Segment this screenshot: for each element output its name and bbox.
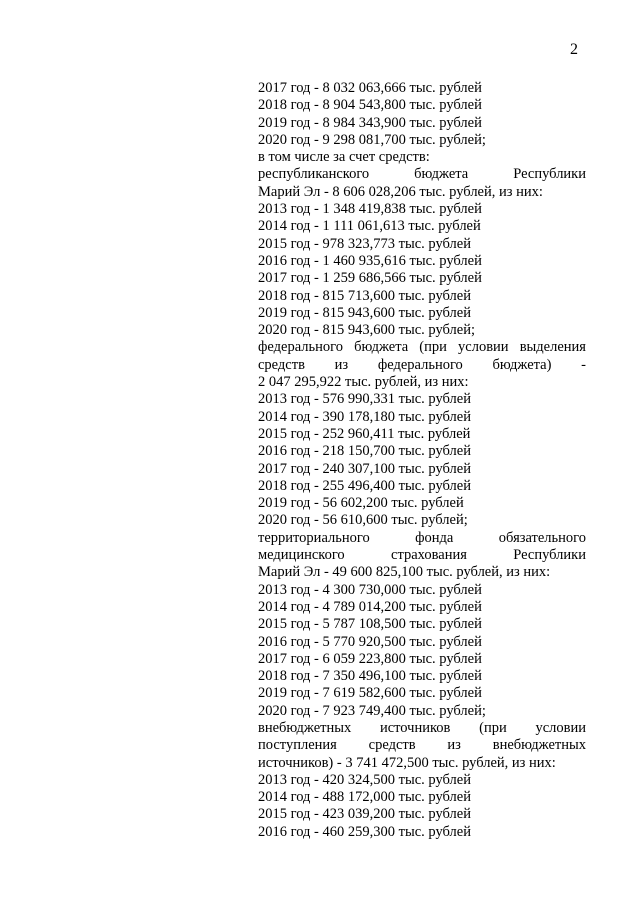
text-word: республиканского — [258, 166, 370, 183]
text-line: 2019 год - 815 943,600 тыс. рублей — [258, 304, 471, 321]
text-line: 2016 год - 5 770 920,500 тыс. рублей — [258, 633, 482, 650]
text-line: 2017 год - 8 032 063,666 тыс. рублей — [258, 80, 482, 96]
text-line: 2017 год - 240 307,100 тыс. рублей — [258, 460, 471, 477]
text-line: 2015 год - 978 323,773 тыс. рублей — [258, 235, 471, 252]
text-word: фонда — [415, 529, 454, 546]
text-line: Марий Эл - 8 606 028,206 тыс. рублей, из них: — [258, 183, 543, 200]
text-word: обязательного — [498, 529, 586, 546]
text-line: 2019 год - 7 619 582,600 тыс. рублей — [258, 685, 482, 702]
text-word: (при — [479, 719, 507, 736]
text-line: 2013 год - 576 990,331 тыс. рублей — [258, 391, 471, 408]
text-line: 2020 год - 56 610,600 тыс. рублей; — [258, 512, 468, 529]
text-word: из — [447, 737, 461, 754]
text-line: 2013 год - 420 324,500 тыс. рублей — [258, 771, 471, 788]
text-line — [258, 357, 586, 374]
text-word: федерального — [377, 356, 463, 373]
page-number: 2 — [570, 41, 578, 58]
text-line: 2017 год - 6 059 223,800 тыс. рублей — [258, 650, 482, 667]
text-word: (при — [419, 339, 447, 356]
text-line: 2014 год - 1 111 061,613 тыс. рублей — [258, 218, 481, 235]
text-line: 2015 год - 252 960,411 тыс. рублей — [258, 425, 471, 442]
text-line: в том числе за счет средств: — [258, 149, 430, 166]
text-line: источников) - 3 741 472,500 тыс. рублей, из них: — [258, 754, 556, 771]
text-word: медицинского — [258, 547, 345, 564]
text-word: бюджета) — [492, 356, 552, 373]
text-line — [258, 339, 586, 356]
text-line: 2016 год - 460 259,300 тыс. рублей — [258, 823, 471, 840]
text-line: 2016 год - 218 150,700 тыс. рублей — [258, 443, 471, 460]
text-line: 2013 год - 4 300 730,000 тыс. рублей — [258, 581, 482, 598]
text-word: бюджета — [414, 166, 469, 183]
text-word: средств — [368, 737, 416, 754]
text-word: средств — [258, 356, 305, 373]
text-line — [258, 737, 586, 754]
text-line — [258, 166, 586, 183]
text-word: территориального — [258, 529, 370, 546]
text-line: 2018 год - 255 496,400 тыс. рублей — [258, 477, 471, 494]
text-word: Республики — [513, 547, 586, 564]
text-line: 2018 год - 8 904 543,800 тыс. рублей — [258, 97, 482, 114]
text-word: внебюджетных — [258, 719, 352, 736]
document-body — [258, 80, 586, 841]
text-line: 2014 год - 4 789 014,200 тыс. рублей — [258, 598, 482, 615]
text-line: 2014 год - 390 178,180 тыс. рублей — [258, 408, 471, 425]
text-line — [258, 720, 586, 737]
text-line: 2014 год - 488 172,000 тыс. рублей — [258, 789, 471, 806]
text-word: федерального — [258, 339, 343, 356]
text-word: поступления — [258, 737, 337, 754]
text-line: 2019 год - 8 984 343,900 тыс. рублей — [258, 114, 482, 131]
text-line: 2015 год - 423 039,200 тыс. рублей — [258, 806, 471, 823]
text-line: 2015 год - 5 787 108,500 тыс. рублей — [258, 616, 482, 633]
text-line: 2019 год - 56 602,200 тыс. рублей — [258, 495, 464, 512]
text-word: страхования — [391, 547, 467, 564]
text-word: условии — [458, 339, 509, 356]
text-line — [258, 530, 586, 547]
text-word: из — [334, 356, 349, 373]
text-word: - — [581, 356, 586, 373]
text-word: бюджета — [354, 339, 409, 356]
text-line: 2020 год - 7 923 749,400 тыс. рублей; — [258, 702, 486, 719]
text-line: Марий Эл - 49 600 825,100 тыс. рублей, из них: — [258, 564, 551, 581]
text-line: 2 047 295,922 тыс. рублей, из них: — [258, 374, 469, 391]
text-word: выделения — [519, 339, 586, 356]
text-word: внебюджетных — [492, 737, 586, 754]
text-line: 2020 год - 9 298 081,700 тыс. рублей; — [258, 131, 486, 148]
text-line: 2018 год - 7 350 496,100 тыс. рублей — [258, 668, 482, 685]
text-line: 2018 год - 815 713,600 тыс. рублей — [258, 287, 471, 304]
text-word: условии — [535, 719, 586, 736]
text-line: 2016 год - 1 460 935,616 тыс. рублей — [258, 252, 482, 269]
text-line: 2013 год - 1 348 419,838 тыс. рублей — [258, 201, 482, 218]
text-line — [258, 547, 586, 564]
text-line: 2020 год - 815 943,600 тыс. рублей; — [258, 322, 475, 339]
text-word: Республики — [513, 166, 586, 183]
text-line: 2017 год - 1 259 686,566 тыс. рублей — [258, 270, 482, 287]
text-word: источников — [379, 719, 451, 736]
